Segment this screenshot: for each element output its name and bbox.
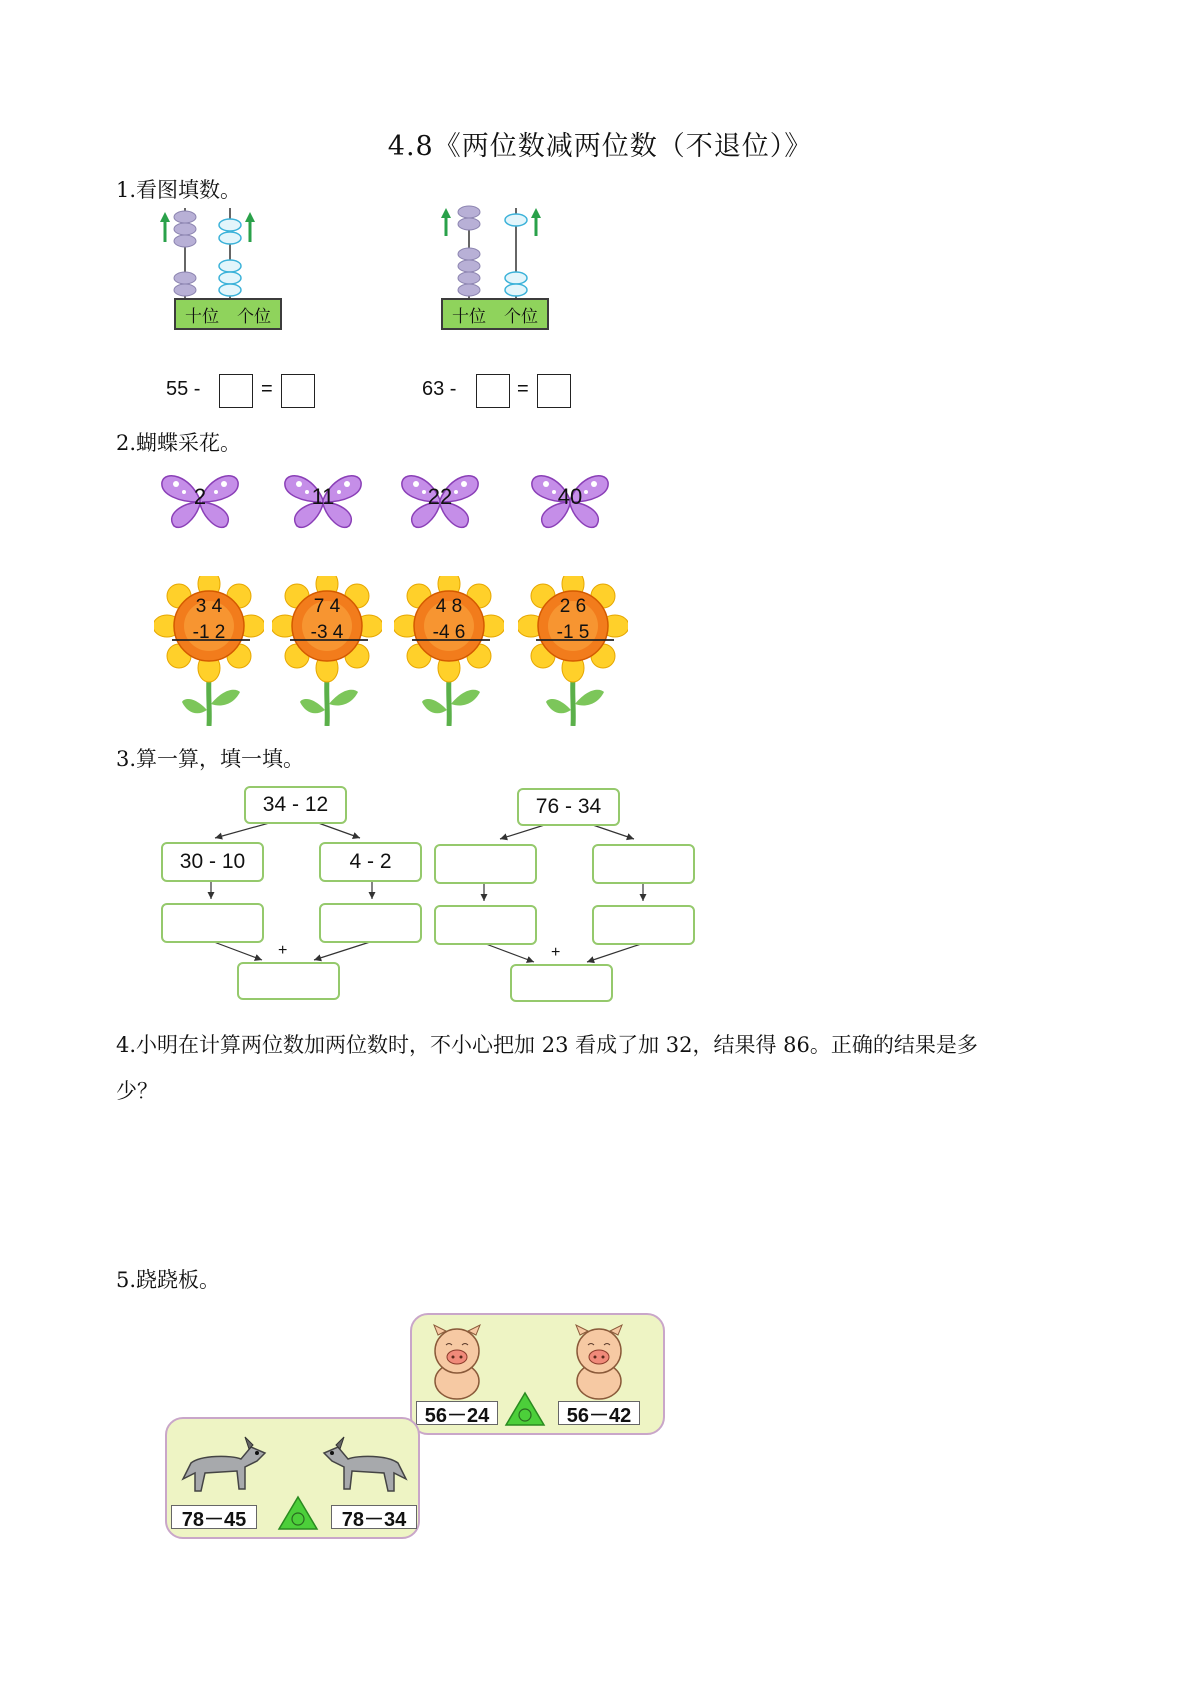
q4-line1: 4.小明在计算两位数加两位数时，不小心把加 23 看成了加 32，结果得 86。正确的结果是多	[116, 1033, 978, 1057]
q1-label: 1.看图填数。	[116, 178, 242, 202]
dog-right-expression: 78－34	[331, 1505, 417, 1529]
ones-label: 个位	[237, 306, 271, 327]
flower-top-number: 3 4	[195, 596, 223, 617]
eq-2-equals: =	[517, 378, 529, 400]
dog-icon	[322, 1433, 408, 1501]
eq-1-equals: =	[261, 378, 273, 400]
eq-2-expr: 63 -	[422, 378, 457, 400]
butterfly-number: 2	[193, 484, 207, 509]
answer-box[interactable]	[319, 903, 422, 943]
page-title: 4.8《两位数减两位数（不退位）》	[387, 131, 813, 162]
pig-seesaw-panel	[410, 1313, 665, 1435]
ones-label: 个位	[504, 306, 538, 327]
tree1-left: 30 - 10	[161, 842, 264, 882]
butterfly-number: 11	[311, 484, 335, 509]
answer-box[interactable]	[510, 964, 613, 1002]
pig-icon	[422, 1323, 492, 1401]
flower-top-number: 7 4	[313, 596, 341, 617]
answer-box[interactable]	[434, 905, 537, 945]
seesaw-triangle-icon[interactable]	[277, 1495, 319, 1531]
plus-sign: +	[551, 944, 561, 961]
answer-box[interactable]	[237, 962, 340, 1000]
q4-line2: 少？	[116, 1079, 158, 1103]
butterfly-number: 22	[427, 484, 453, 509]
plus-sign: +	[278, 942, 288, 959]
butterfly-number: 40	[557, 484, 583, 509]
flower-subtrahend: -3 4	[310, 622, 344, 643]
q2-label: 2.蝴蝶采花。	[116, 431, 242, 455]
tens-label: 十位	[452, 306, 486, 327]
eq-1-expr: 55 -	[166, 378, 201, 400]
pig-left-expression: 56－24	[416, 1401, 498, 1425]
flower-subtrahend: -4 6	[432, 622, 466, 643]
answer-box[interactable]	[592, 905, 695, 945]
flower-subtrahend: -1 5	[556, 622, 590, 643]
flower-subtrahend: -1 2	[192, 622, 226, 643]
tree2-root: 76 - 34	[517, 788, 620, 826]
flower-top-number: 4 8	[435, 596, 463, 617]
pig-icon	[564, 1323, 634, 1401]
seesaw-triangle-icon[interactable]	[504, 1391, 546, 1427]
tree1-right: 4 - 2	[319, 842, 422, 882]
answer-box[interactable]	[161, 903, 264, 943]
dog-icon	[181, 1433, 267, 1501]
answer-box[interactable]	[592, 844, 695, 884]
answer-box[interactable]	[434, 844, 537, 884]
q5-label: 5.跷跷板。	[116, 1268, 221, 1292]
dog-left-expression: 78－45	[171, 1505, 257, 1529]
pig-right-expression: 56－42	[558, 1401, 640, 1425]
dog-seesaw-panel	[165, 1417, 420, 1539]
tree1-root: 34 - 12	[244, 786, 347, 824]
q3-label: 3.算一算，填一填。	[116, 747, 305, 771]
flower-top-number: 2 6	[559, 596, 587, 617]
tens-label: 十位	[185, 306, 219, 327]
